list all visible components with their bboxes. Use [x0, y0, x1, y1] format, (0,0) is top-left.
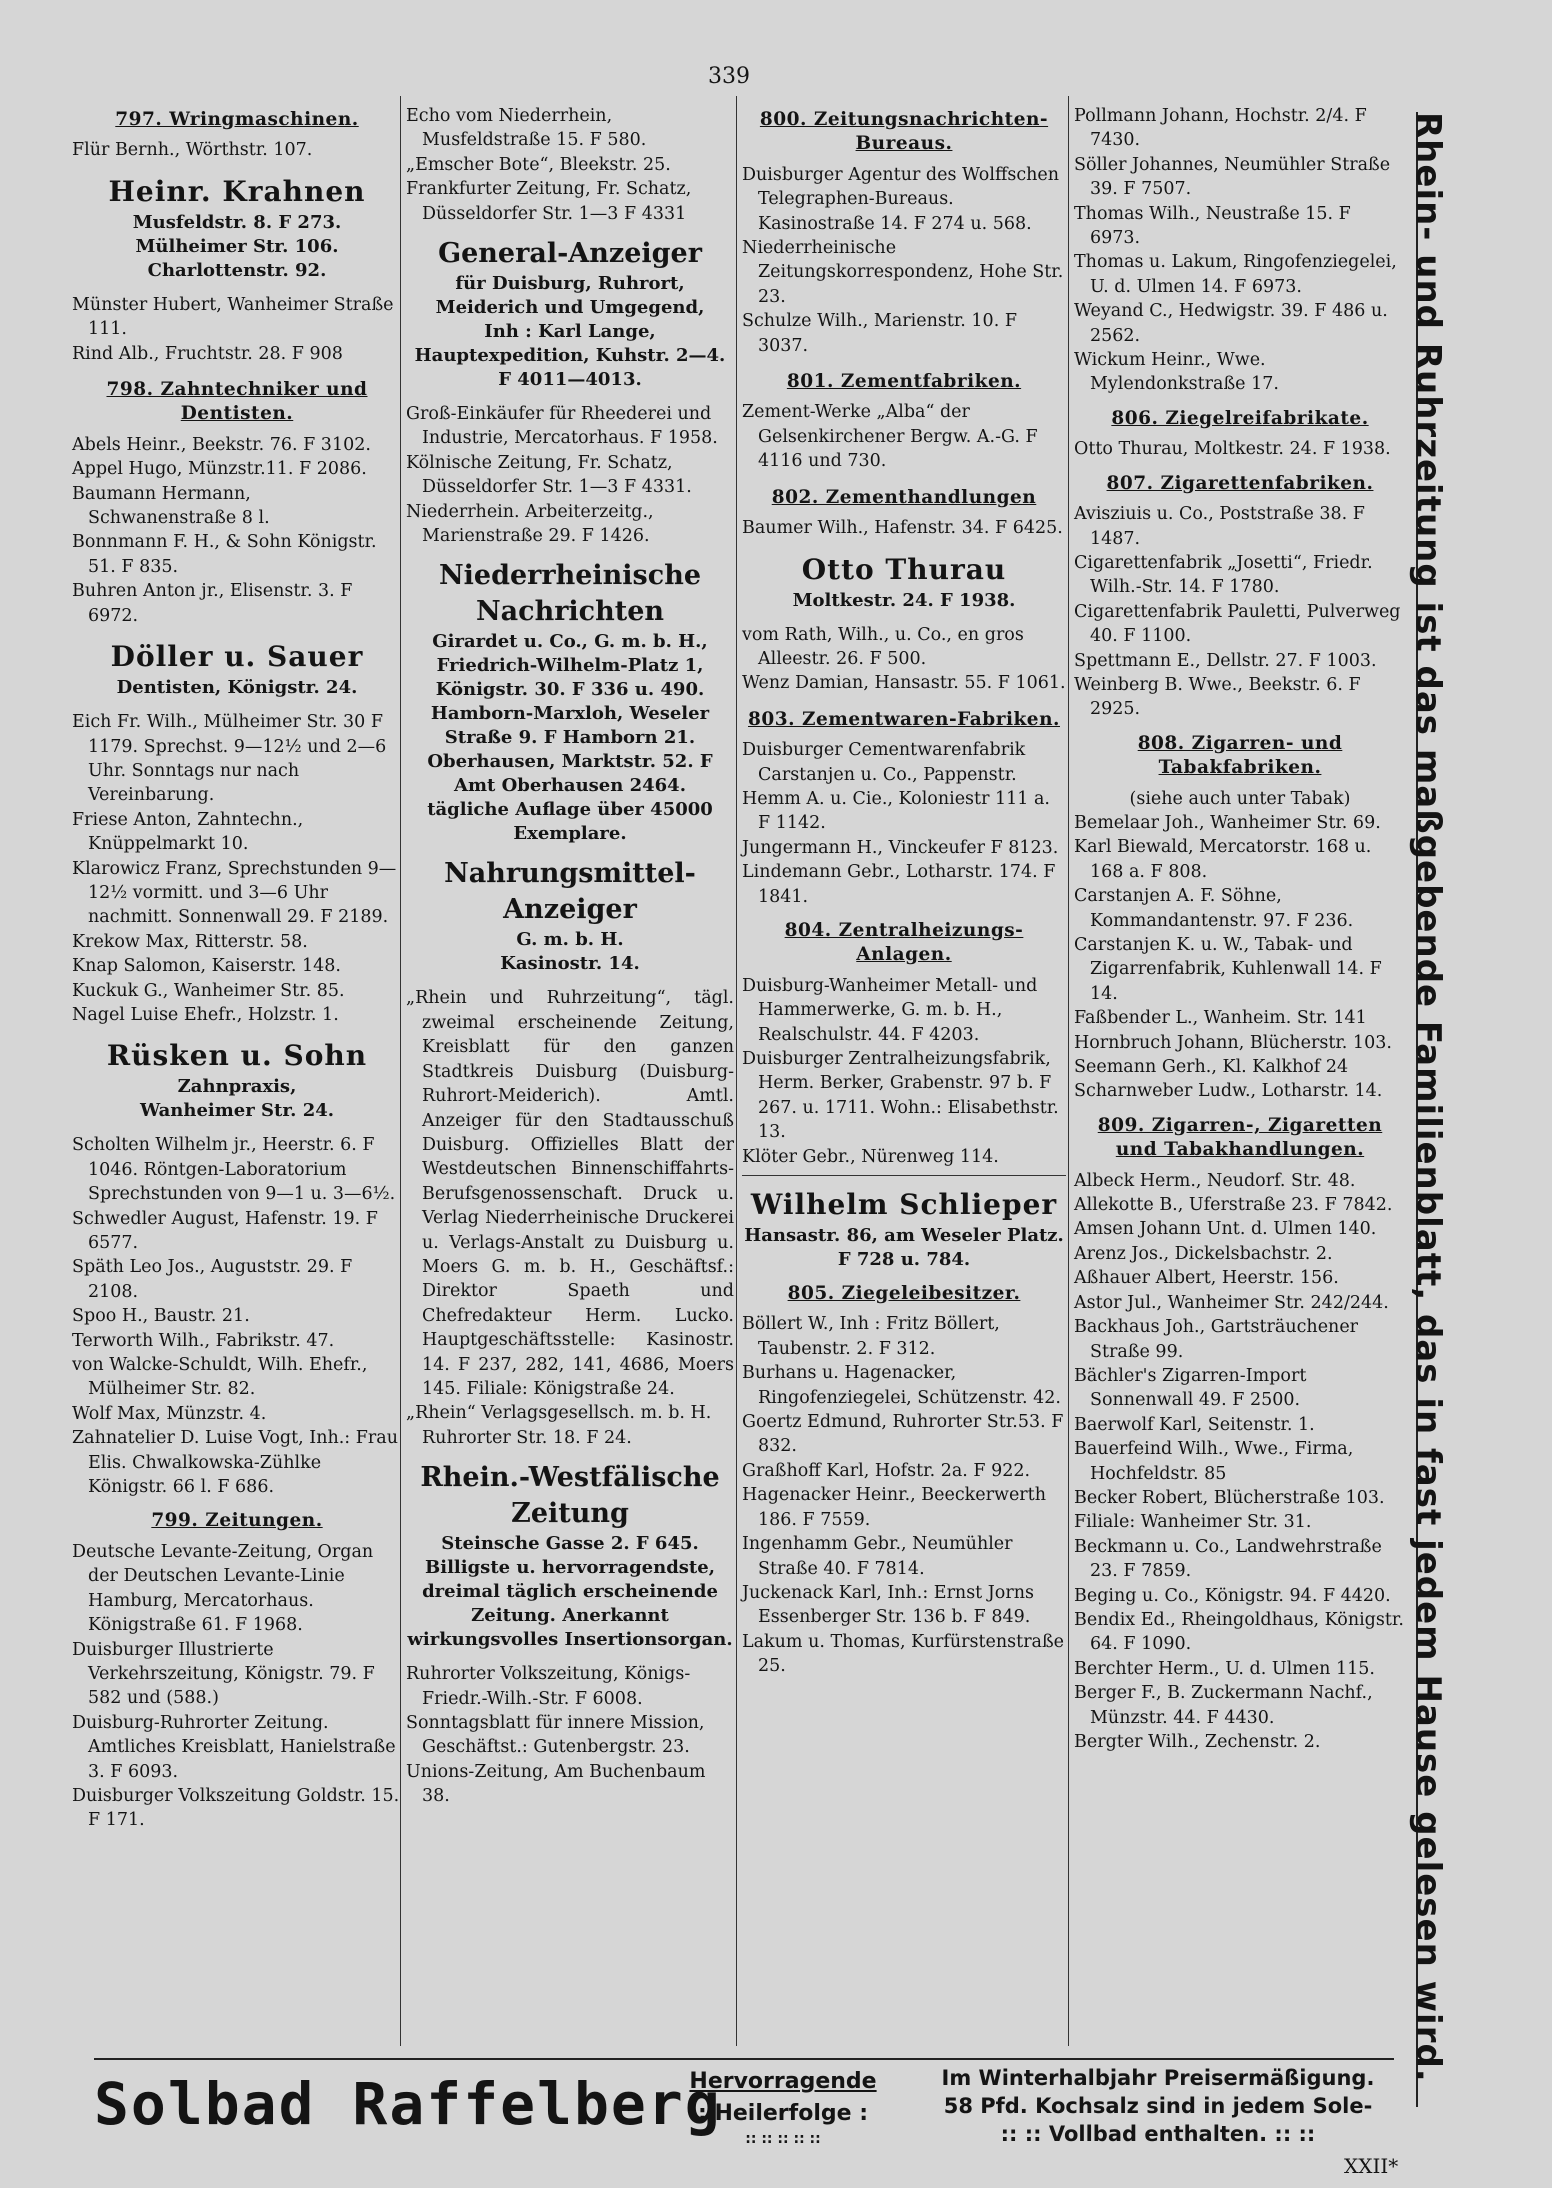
ad-title: Niederrheinische Nachrichten [438, 560, 702, 628]
ad-line: für Duisburg, Ruhrort, Meiderich und Umgegend, [435, 273, 705, 319]
list-item: Pollmann Johann, Hochstr. 2/4. F 7430. [1074, 106, 1367, 151]
list-item: vom Rath, Wilh., u. Co., en gros Alleestr. 26. F 500. [742, 624, 1024, 669]
list-item: Rind Alb., Fruchtstr. 28. F 908 [72, 343, 343, 364]
list-item: Cigarettenfabrik Pauletti, Pulverweg 40. F 1100. [1074, 601, 1401, 647]
ad-line: Girardet u. Co., G. m. b. H., [432, 631, 708, 653]
list-item: Klarowicz Franz, Sprechstunden 9—12½ vormitt. und 3—6 Uhr nachmitt. Sonnenwall 29. F 2189. [72, 858, 397, 928]
section-heading-806: 806. Ziegelreifabrikate. [1111, 407, 1369, 429]
list-item: Wenz Damian, Hansastr. 55. F 1061. [742, 673, 1066, 694]
ad-title: Heinr. Krahnen [108, 174, 366, 208]
ad-line: Moltkestr. 24. F 1938. [792, 589, 1016, 611]
list-item: Backhaus Joh., Gartsträuchener Straße 99. [1074, 1317, 1359, 1362]
list-item: Söller Johannes, Neumühler Straße 39. F 7507. [1074, 154, 1391, 200]
list-item: Berger F., B. Zuckermann Nachf., Münzstr. 44. F 4430. [1074, 1683, 1373, 1728]
list-item: „Rhein“ Verlagsgesellsch. m. b. H. Ruhrorter Str. 18. F 24. [406, 1403, 712, 1448]
list-item: Cigarettenfabrik „Josetti“, Friedr. Wilh.-Str. 14. F 1780. [1074, 552, 1373, 598]
column-1 [72, 104, 402, 1833]
list-item: Karl Biewald, Mercatorstr. 168 u. 168 a. F 808. [1074, 837, 1372, 882]
heilerfolge-line: : Heilerfolge : [698, 2101, 868, 2126]
ad-line: Hansastr. 86, am Weseler Platz. F 728 u. 784. [744, 1225, 1064, 1271]
list-item: Wickum Heinr., Wwe. Mylendonkstraße 17. [1074, 350, 1279, 395]
list-item: Beging u. Co., Königstr. 94. F 4420. [1074, 1585, 1391, 1606]
ad-line: tägliche Auflage über 45000 Exemplare. [427, 799, 713, 845]
list-item: Abels Heinr., Beekstr. 76. F 3102. [72, 434, 371, 455]
list-item: Scholten Wilhelm jr., Heerstr. 6. F 1046. Röntgen-Laboratorium Sprechstunden von 9—1 u. 3—6½. [72, 1135, 396, 1205]
list-item: Niederrheinische Zeitungskorrespondenz, Hohe Str. 23. [742, 238, 1064, 307]
ad-line: Billigste u. hervorragendste, dreimal täglich erscheinende Zeitung. Anerkannt wirkungsvolles Insertionsorgan. [407, 1557, 733, 1651]
list-item: Duisburger Cementwarenfabrik Carstanjen u. Co., Pappenstr. [742, 740, 1026, 785]
section-heading-800: 800. Zeitungsnachrichten-Bureaus. [759, 109, 1049, 155]
list-item: Groß-Einkäufer für Rheederei und Industrie, Mercatorhaus. F 1958. [406, 404, 718, 449]
section-heading-809: 809. Zigarren-, Zigaretten und Tabakhandlungen. [1097, 1114, 1383, 1161]
list-item: Carstanjen A. F. Söhne, Kommandantenstr. 97. F 236. [1074, 886, 1354, 931]
list-item: Weyand C., Hedwigstr. 39. F 486 u. 2562. [1074, 301, 1388, 346]
winter-notice [910, 2064, 1406, 2148]
list-item: Faßbender L., Wanheim. Str. 141 [1074, 1008, 1367, 1029]
ad-line: Hauptexpedition, Kuhstr. 2—4. F 4011—4013. [414, 345, 726, 391]
list-item: Frankfurter Zeitung, Fr. Schatz, Düsseldorfer Str. 1—3 F 4331 [406, 179, 692, 224]
list-item: Thomas Wilh., Neustraße 15. F 6973. [1074, 203, 1351, 249]
list-item: Astor Jul., Wanheimer Str. 242/244. [1074, 1292, 1389, 1313]
ad-title: Rüsken u. Sohn [106, 1039, 368, 1073]
list-item: Amsen Johann Unt. d. Ulmen 140. [1074, 1219, 1377, 1240]
list-item: Appel Hugo, Münzstr.11. F 2086. [72, 459, 367, 480]
list-item: Klöter Gebr., Nürenweg 114. [742, 1146, 999, 1167]
section-heading-797: 797. Wringmaschinen. [115, 109, 359, 130]
list-item: Scharnweber Ludw., Lotharstr. 14. [1074, 1081, 1383, 1102]
list-item: Jungermann H., Vinckeufer F 8123. [742, 837, 1059, 858]
list-item: Spettmann E., Dellstr. 27. F 1003. [1074, 650, 1377, 671]
ad-line: Friedrich-Wilhelm-Platz 1, Königstr. 30. F 336 u. 490. [435, 655, 705, 701]
side-banner-text: Rhein- und Ruhrzeitung ist das maßgebende Familienblatt, das in fast jedem Hause gelesen wird. [1408, 112, 1448, 2083]
section-heading-808: 808. Zigarren- und Tabakfabriken. [1137, 732, 1343, 779]
advertisement-rhein-westfaelische-zeitung [406, 1460, 734, 1652]
list-item: Lakum u. Thomas, Kurfürstenstraße 25. [742, 1631, 1065, 1677]
ad-line: Charlottenstr. 92. [147, 259, 327, 281]
list-item: Hemm A. u. Cie., Koloniestr 111 a. F 1142. [742, 788, 1050, 834]
list-item: Baerwolf Karl, Seitenstr. 1. [1074, 1414, 1315, 1435]
page-signature: XXII* [1344, 2154, 1399, 2178]
list-item: Thomas u. Lakum, Ringofenziegelei, U. d. Ulmen 14. F 6973. [1074, 252, 1397, 297]
list-item: „Emscher Bote“, Bleekstr. 25. [406, 154, 671, 175]
ad-line: Dentisten, Königstr. 24. [116, 677, 358, 699]
list-item: Bendix Ed., Rheingoldhaus, Königstr. 64. F 1090. [1074, 1609, 1404, 1655]
winter-line-3: :: :: Vollbad enthalten. :: :: [1000, 2122, 1316, 2146]
ad-title: Döller u. Sauer [110, 640, 364, 674]
list-item: Zahnatelier D. Luise Vogt, Inh.: Frau Elis. Chwalkowska-Zühlke Königstr. 66 l. F 686. [72, 1428, 398, 1498]
list-item: Duisburg-Ruhrorter Zeitung. Amtliches Kreisblatt, Hanielstraße 3. F 6093. [72, 1712, 396, 1782]
ad-line: Steinsche Gasse 2. F 645. [441, 1533, 699, 1555]
dots-line: :: :: :: :: :: [745, 2131, 821, 2147]
section-heading-802: 802. Zementhandlungen [771, 486, 1037, 508]
list-item: Arenz Jos., Dickelsbachstr. 2. [1074, 1243, 1333, 1264]
list-item: Lindemann Gebr., Lotharstr. 174. F 1841. [742, 862, 1056, 907]
column-rule [1068, 96, 1069, 2046]
advertisement-doeller [72, 638, 402, 700]
list-item: Nagel Luise Ehefr., Holzstr. 1. [72, 1004, 339, 1025]
hervor-line: Hervorragende [689, 2069, 877, 2094]
list-item: Duisburger Illustrierte Verkehrszeitung, Königstr. 79. F 582 und (588.) [72, 1639, 375, 1709]
list-item: Baumer Wilh., Hafenstr. 34. F 6425. [742, 518, 1063, 539]
section-heading-804: 804. Zentralheizungs-Anlagen. [784, 919, 1024, 966]
advertisement-krahnen [72, 173, 402, 283]
list-item: Münster Hubert, Wanheimer Straße 111. [72, 294, 394, 340]
bottom-advertisement [94, 2058, 1394, 2148]
list-item: Bächler's Zigarren-Import Sonnenwall 49. F 2500. [1074, 1365, 1307, 1411]
section-heading-799: 799. Zeitungen. [151, 1510, 323, 1532]
list-item: Hagenacker Heinr., Beeckerwerth 186. F 7559. [742, 1485, 1046, 1530]
section-heading-798: 798. Zahntechniker und Dentisten. [106, 379, 368, 425]
list-item: Beckmann u. Co., Landwehrstraße 23. F 7859. [1074, 1536, 1382, 1582]
list-item: Ruhrorter Volkszeitung, Königs-Friedr.-Wilh.-Str. F 6008. [406, 1664, 691, 1709]
list-item: Carstanjen K. u. W., Tabak- und Zigarrenfabrik, Kuhlenwall 14. F 14. [1074, 935, 1382, 1004]
list-item: Böllert W., Inh : Fritz Böllert, Taubenstr. 2. F 312. [742, 1314, 1000, 1359]
ad-line: Zahnpraxis, [177, 1076, 297, 1098]
list-item: Avisziuis u. Co., Poststraße 38. F 1487. [1074, 504, 1365, 549]
column-3 [742, 104, 1066, 1679]
list-item: Baumann Hermann, Schwanenstraße 8 l. [72, 483, 270, 529]
list-item: Duisburger Agentur des Wolffschen Telegraphen-Bureaus. Kasinostraße 14. F 274 u. 568. [742, 164, 1060, 234]
list-item: Eich Fr. Wilh., Mülheimer Str. 30 F 1179. Sprechst. 9—12½ und 2—6 Uhr. Sonntags nur nach Vereinbarung. [72, 712, 387, 806]
list-item: Bauerfeind Wilh., Wwe., Firma, Hochfeldstr. 85 [1074, 1439, 1354, 1484]
list-item: Wolf Max, Münzstr. 4. [72, 1403, 267, 1424]
advertisement-niederrheinische-nachrichten [406, 558, 734, 846]
ad-line: Hamborn-Marxloh, Weseler Straße 9. F Hamborn 21. Oberhausen, Marktstr. 52. F Amt Oberhausen 2464. [427, 703, 713, 797]
list-item: Späth Leo Jos., Auguststr. 29. F 2108. [72, 1257, 353, 1302]
list-item: Becker Robert, Blücherstraße 103. [1074, 1487, 1385, 1508]
ad-line: Kasinostr. 14. [500, 953, 640, 975]
list-item: Echo vom Niederrhein, Musfeldstraße 15. F 580. [406, 106, 647, 151]
list-item: Unions-Zeitung, Am Buchenbaum 38. [406, 1761, 706, 1807]
list-item: Aßhauer Albert, Heerstr. 156. [1074, 1268, 1339, 1289]
list-item: Filiale: Wanheimer Str. 31. [1074, 1512, 1312, 1533]
section-heading-803: 803. Zementwaren-Fabriken. [748, 708, 1060, 730]
ad-line: G. m. b. H. [516, 929, 624, 951]
ad-title: Wilhelm Schlieper [750, 1188, 1058, 1222]
list-item: Zement-Werke „Alba“ der Gelsenkirchener Bergw. A.-G. F 4116 und 730. [742, 402, 1038, 472]
list-item: Duisburger Volkszeitung Goldstr. 15. F 171. [72, 1785, 400, 1831]
solbad-title: Solbad Raffelberg [94, 2070, 722, 2138]
list-item: Seemann Gerh., Kl. Kalkhof 24 [1074, 1057, 1349, 1078]
list-item: Buhren Anton jr., Elisenstr. 3. F 6972. [72, 581, 353, 626]
list-item: Terworth Wilh., Fabrikstr. 47. [72, 1330, 335, 1351]
side-banner [1408, 112, 1478, 2107]
section-heading-805: 805. Ziegeleibesitzer. [787, 1283, 1021, 1305]
list-item: Hornbruch Johann, Blücherstr. 103. [1074, 1032, 1392, 1053]
advertisement-thurau [742, 551, 1066, 613]
list-item: Kölnische Zeitung, Fr. Schatz, Düsseldorfer Str. 1—3 F 4331. [406, 452, 692, 498]
list-item: Ingenhamm Gebr., Neumühler Straße 40. F 7814. [742, 1534, 1013, 1579]
ad-line: Inh : Karl Lange, [484, 321, 656, 343]
list-item: „Rhein und Ruhrzeitung“, tägl. zweimal erscheinende Zeitung, Kreisblatt für den ganzen Stadtkreis Duisburg (Duisburg-Ruhrort-Meiderich). Amtl. Anzeiger für den Stadtausschuß Duisburg. Offizielles Blatt der Westdeutschen Binnenschiffahrts-Berufsgenossenschaft. Druck u. Verlag Niederrheinische Druckerei u. Verlags-Anstalt zu Duisburg u. Moers G. m. b. H., Geschäftsf.: Direktor Spaeth und Chefredakteur Herm. Lucko. Hauptgeschäftsstelle: Kasinostr. 14. F 237, 282, 141, 4686, Moers 145. Filiale: Königstraße 24. [406, 988, 734, 1399]
list-item: Niederrhein. Arbeiterzeitg., Marienstraße 29. F 1426. [406, 501, 654, 547]
list-item: Krekow Max, Ritterstr. 58. [72, 931, 308, 952]
list-item: Duisburger Zentralheizungsfabrik, Herm. Berker, Grabenstr. 97 b. F 267. u. 1711. Wohn.: Elisabethstr. 13. [742, 1049, 1059, 1143]
list-item: Schwedler August, Hafenstr. 19. F 6577. [72, 1208, 378, 1253]
ad-line: Wanheimer Str. 24. [139, 1100, 335, 1122]
list-item: Albeck Herm., Neudorf. Str. 48. [1074, 1170, 1356, 1191]
list-item: Spoo H., Baustr. 21. [72, 1306, 250, 1327]
winter-line-2: 58 Pfd. Kochsalz sind in jedem Sole- [943, 2094, 1373, 2118]
column-4 [1074, 104, 1406, 1754]
list-item: Deutsche Levante-Zeitung, Organ der Deutschen Levante-Linie Hamburg, Mercatorhaus. Königstraße 61. F 1968. [72, 1541, 374, 1636]
list-item: Duisburg-Wanheimer Metall- und Hammerwerke, G. m. b. H., Realschulstr. 44. F 4203. [742, 975, 1038, 1045]
list-item: Knap Salomon, Kaiserstr. 148. [72, 956, 341, 977]
ad-line: Mülheimer Str. 106. [135, 235, 339, 257]
ad-title: Nahrungsmittel-Anzeiger [444, 858, 696, 926]
winter-line-1: Im Winterhalbjahr Preisermäßigung. [941, 2066, 1375, 2090]
list-item: Bonnmann F. H., & Sohn Königstr. 51. F 835. [72, 532, 377, 577]
list-item: Otto Thurau, Moltkestr. 24. F 1938. [1074, 439, 1391, 460]
list-item: von Walcke-Schuldt, Wilh. Ehefr., Mülheimer Str. 82. [72, 1355, 368, 1400]
advertisement-general-anzeiger [406, 236, 734, 392]
list-item: Graßhoff Karl, Hofstr. 2a. F 922. [742, 1460, 1031, 1481]
list-item: Weinberg B. Wwe., Beekstr. 6. F 2925. [1074, 674, 1361, 720]
ad-title: Rhein.-Westfälische Zeitung [420, 1462, 720, 1530]
cross-reference: (siehe auch unter Tabak) [1129, 788, 1351, 809]
list-item: Burhans u. Hagenacker, Ringofenziegelei, Schützenstr. 42. [742, 1363, 1061, 1408]
ad-line: Musfeldstr. 8. F 273. [132, 211, 342, 233]
page-number: 339 [708, 64, 750, 89]
ad-title: Otto Thurau [801, 552, 1007, 586]
section-heading-807: 807. Zigarettenfabriken. [1106, 472, 1374, 494]
list-item: Allekotte B., Uferstraße 23. F 7842. [1074, 1195, 1393, 1216]
column-2 [406, 104, 734, 1809]
column-rule [736, 96, 737, 2046]
list-item: Schulze Wilh., Marienstr. 10. F 3037. [742, 311, 1017, 356]
list-item: Bergter Wilh., Zechenstr. 2. [1074, 1732, 1321, 1752]
advertisement-schlieper [742, 1186, 1066, 1272]
list-item: Bemelaar Joh., Wanheimer Str. 69. [1074, 812, 1381, 833]
list-item: Berchter Herm., U. d. Ulmen 115. [1074, 1658, 1375, 1679]
list-item: Flür Bernh., Wörthstr. 107. [72, 140, 313, 161]
list-item: Juckenack Karl, Inh.: Ernst Jorns Essenberger Str. 136 b. F 849. [742, 1582, 1034, 1628]
ad-title: General-Anzeiger [438, 238, 702, 270]
heilerfolge-box [688, 2066, 878, 2148]
advertisement-nahrungsmittel-anzeiger [406, 856, 734, 976]
advertisement-ruesken [72, 1037, 402, 1123]
list-item: Friese Anton, Zahntechn., Knüppelmarkt 10. [72, 809, 304, 855]
section-heading-801: 801. Zementfabriken. [786, 371, 1022, 393]
list-item: Sonntagsblatt für innere Mission, Geschäftst.: Gutenbergstr. 23. [406, 1713, 705, 1758]
list-item: Kuckuk G., Wanheimer Str. 85. [72, 980, 345, 1001]
divider [742, 1175, 1066, 1176]
list-item: Goertz Edmund, Ruhrorter Str.53. F 832. [742, 1412, 1064, 1457]
